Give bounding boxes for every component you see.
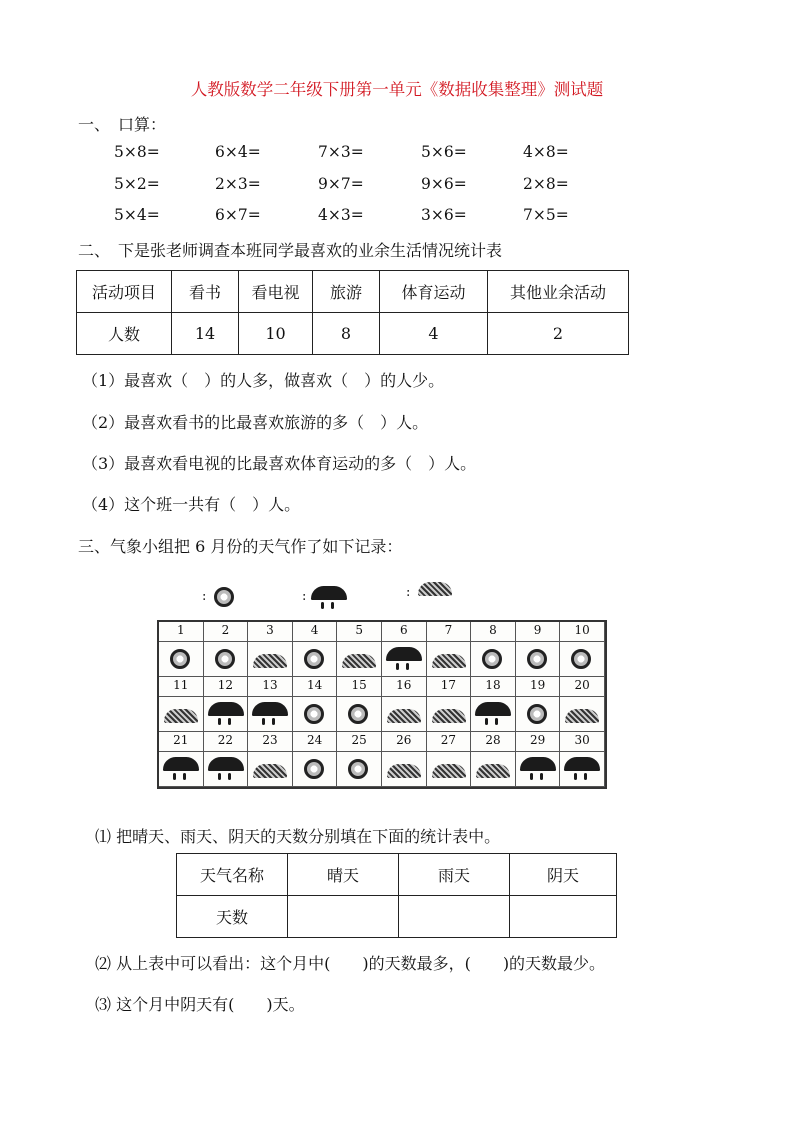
- day-weather-cell: [427, 642, 472, 677]
- day-number: 5: [355, 623, 363, 637]
- sun-icon: [215, 649, 235, 669]
- table-cell: 4: [380, 313, 488, 355]
- day-weather-cell: [516, 642, 561, 677]
- cloud-icon: [432, 764, 466, 778]
- day-weather-cell: [248, 697, 293, 732]
- day-number: 7: [444, 623, 453, 637]
- section3-heading: 三、气象小组把 6 月份的天气作了如下记录：: [78, 537, 403, 556]
- day-weather-cell: [159, 642, 204, 677]
- question-1: （1）最喜欢（ ）的人多，做喜欢（ ）的人少。: [82, 371, 445, 390]
- day-number-cell: [337, 732, 382, 752]
- day-weather-cell: [560, 642, 605, 677]
- day-number-cell: [337, 677, 382, 697]
- day-number: 20: [574, 678, 590, 692]
- day-number: 12: [217, 678, 234, 692]
- day-number-cell: [159, 732, 204, 752]
- math-item: 2×8=: [523, 175, 569, 193]
- day-number-cell: [560, 732, 605, 752]
- table-header-cell: 旅游: [313, 271, 380, 313]
- day-number: 25: [351, 733, 367, 747]
- day-number: 13: [262, 678, 278, 692]
- day-number-cell: [248, 732, 293, 752]
- math-item: 9×6=: [421, 175, 467, 193]
- day-number: 28: [485, 733, 501, 747]
- math-item: 6×7=: [215, 206, 261, 224]
- table-header-cell: 天气名称: [177, 854, 288, 896]
- day-number-cell: [516, 622, 561, 642]
- cloud-icon: [565, 709, 599, 723]
- day-weather-cell: [293, 752, 338, 787]
- day-weather-cell: [293, 697, 338, 732]
- sun-icon: [348, 704, 368, 724]
- day-weather-cell: [471, 752, 516, 787]
- day-weather-cell: [382, 642, 427, 677]
- weather-calendar: [157, 620, 607, 789]
- day-weather-cell: [471, 697, 516, 732]
- day-weather-cell: [427, 752, 472, 787]
- cloud-icon: [342, 654, 376, 668]
- math-item: 5×6=: [421, 143, 467, 161]
- day-number: 29: [529, 733, 546, 747]
- rain-icon: [252, 702, 288, 728]
- day-number-cell: [248, 677, 293, 697]
- day-number: 10: [574, 623, 590, 637]
- sun-icon: [348, 759, 368, 779]
- day-number: 19: [529, 678, 546, 692]
- table-cell: 天数: [177, 896, 288, 938]
- day-number-cell: [337, 622, 382, 642]
- day-number: 11: [173, 678, 189, 692]
- day-number: 15: [351, 678, 367, 692]
- weather-legend: : : :: [200, 584, 500, 614]
- day-weather-cell: [159, 697, 204, 732]
- day-weather-cell: [204, 752, 249, 787]
- day-number: 30: [574, 733, 590, 747]
- cloud-icon: [432, 709, 466, 723]
- answer-cell-rainy[interactable]: [399, 896, 510, 938]
- sun-icon: [482, 649, 502, 669]
- table-cell: 8: [313, 313, 380, 355]
- day-number-cell: [293, 677, 338, 697]
- table-header-cell: 活动项目: [77, 271, 172, 313]
- day-number-cell: [204, 677, 249, 697]
- math-item: 6×4=: [215, 143, 261, 161]
- day-number-cell: [382, 732, 427, 752]
- cloud-icon: [164, 709, 198, 723]
- math-item: 5×4=: [114, 206, 160, 224]
- math-item: 4×8=: [523, 143, 569, 161]
- table-cell: 10: [239, 313, 313, 355]
- table-header-cell: 体育运动: [380, 271, 488, 313]
- day-weather-cell: [204, 642, 249, 677]
- day-number: 16: [396, 678, 412, 692]
- page-title: 人教版数学二年级下册第一单元《数据收集整理》测试题: [190, 80, 604, 99]
- day-number-cell: [516, 677, 561, 697]
- day-weather-cell: [560, 752, 605, 787]
- day-weather-cell: [471, 642, 516, 677]
- question-3: （3）最喜欢看电视的比最喜欢体育运动的多（ ）人。: [82, 454, 477, 473]
- day-number-cell: [159, 622, 204, 642]
- math-item: 5×8=: [114, 143, 160, 161]
- day-weather-cell: [293, 642, 338, 677]
- day-number: 4: [310, 623, 319, 637]
- table-header-cell: 雨天: [399, 854, 510, 896]
- math-item: 9×7=: [318, 175, 364, 193]
- day-number: 1: [176, 623, 185, 637]
- rain-icon: [208, 757, 244, 783]
- day-number: 26: [396, 733, 412, 747]
- day-number-cell: [427, 622, 472, 642]
- answer-cell-cloudy[interactable]: [510, 896, 617, 938]
- rain-icon: [520, 757, 556, 783]
- day-number-cell: [471, 677, 516, 697]
- day-weather-cell: [204, 697, 249, 732]
- sun-icon: [304, 759, 324, 779]
- cloud-icon: [476, 764, 510, 778]
- math-item: 2×3=: [215, 175, 261, 193]
- day-number: 9: [533, 623, 542, 637]
- cloud-icon: [253, 764, 287, 778]
- day-weather-cell: [159, 752, 204, 787]
- day-number: 22: [217, 733, 234, 747]
- answer-cell-sunny[interactable]: [288, 896, 399, 938]
- math-item: 4×3=: [318, 206, 364, 224]
- day-weather-cell: [248, 642, 293, 677]
- table-header-cell: 看电视: [239, 271, 313, 313]
- day-weather-cell: [248, 752, 293, 787]
- rain-icon: [163, 757, 199, 783]
- section2-heading: 二、 下是张老师调查本班同学最喜欢的业余生活情况统计表: [78, 241, 503, 260]
- day-number-cell: [204, 732, 249, 752]
- day-number: 18: [485, 678, 501, 692]
- math-item: 7×3=: [318, 143, 364, 161]
- section3-question-3: ⑶ 这个月中阴天有( )天。: [95, 995, 305, 1014]
- table-cell: 2: [488, 313, 629, 355]
- table-cell: 14: [172, 313, 239, 355]
- cloud-icon: [387, 709, 421, 723]
- sun-icon: [304, 704, 324, 724]
- day-number-cell: [471, 622, 516, 642]
- day-weather-cell: [427, 697, 472, 732]
- sun-icon: [214, 587, 234, 607]
- day-number-cell: [382, 677, 427, 697]
- rain-icon: [564, 757, 600, 783]
- day-number-cell: [293, 732, 338, 752]
- day-number: 6: [399, 623, 408, 637]
- question-4: （4）这个班一共有（ ）人。: [82, 495, 301, 514]
- day-weather-cell: [382, 697, 427, 732]
- day-number-cell: [471, 732, 516, 752]
- day-number: 8: [489, 623, 497, 637]
- day-number-cell: [560, 622, 605, 642]
- table-cell: 人数: [77, 313, 172, 355]
- day-number: 3: [266, 623, 274, 637]
- cloud-icon: [432, 654, 466, 668]
- day-number-cell: [382, 622, 427, 642]
- sun-icon: [527, 649, 547, 669]
- section3-question-1: ⑴ 把晴天、雨天、阴天的天数分别填在下面的统计表中。: [95, 827, 501, 846]
- day-number: 24: [306, 733, 323, 747]
- table-header-cell: 看书: [172, 271, 239, 313]
- day-weather-cell: [382, 752, 427, 787]
- weather-count-table: [176, 853, 617, 938]
- rain-icon: [208, 702, 244, 728]
- cloud-icon: [387, 764, 421, 778]
- day-number-cell: [159, 677, 204, 697]
- day-number-cell: [427, 732, 472, 752]
- day-weather-cell: [337, 697, 382, 732]
- day-number-cell: [248, 622, 293, 642]
- math-item: 7×5=: [523, 206, 569, 224]
- sun-icon: [527, 704, 547, 724]
- math-item: 3×6=: [421, 206, 467, 224]
- day-number-cell: [427, 677, 472, 697]
- section3-question-2: ⑵ 从上表中可以看出：这个月中( )的天数最多，( )的天数最少。: [95, 954, 606, 973]
- day-number: 21: [173, 733, 189, 747]
- rain-icon: [475, 702, 511, 728]
- day-weather-cell: [560, 697, 605, 732]
- cloud-icon: [418, 582, 452, 596]
- day-number: 2: [221, 623, 230, 637]
- table-header-cell: 其他业余活动: [488, 271, 629, 313]
- table-header-cell: 晴天: [288, 854, 399, 896]
- day-number-cell: [293, 622, 338, 642]
- day-weather-cell: [516, 752, 561, 787]
- activity-table: [76, 270, 629, 355]
- section1-heading: 一、 口算：: [78, 115, 167, 134]
- day-number: 23: [262, 733, 278, 747]
- day-number: 27: [440, 733, 457, 747]
- day-weather-cell: [516, 697, 561, 732]
- day-weather-cell: [337, 642, 382, 677]
- sun-icon: [170, 649, 190, 669]
- day-number-cell: [516, 732, 561, 752]
- sun-icon: [304, 649, 324, 669]
- day-number-cell: [204, 622, 249, 642]
- rain-icon: [386, 647, 422, 673]
- day-weather-cell: [337, 752, 382, 787]
- question-2: （2）最喜欢看书的比最喜欢旅游的多（ ）人。: [82, 413, 429, 432]
- table-header-cell: 阴天: [510, 854, 617, 896]
- day-number: 14: [306, 678, 323, 692]
- rain-icon: [311, 586, 347, 612]
- sun-icon: [571, 649, 591, 669]
- day-number-cell: [560, 677, 605, 697]
- math-item: 5×2=: [114, 175, 160, 193]
- day-number: 17: [440, 678, 457, 692]
- cloud-icon: [253, 654, 287, 668]
